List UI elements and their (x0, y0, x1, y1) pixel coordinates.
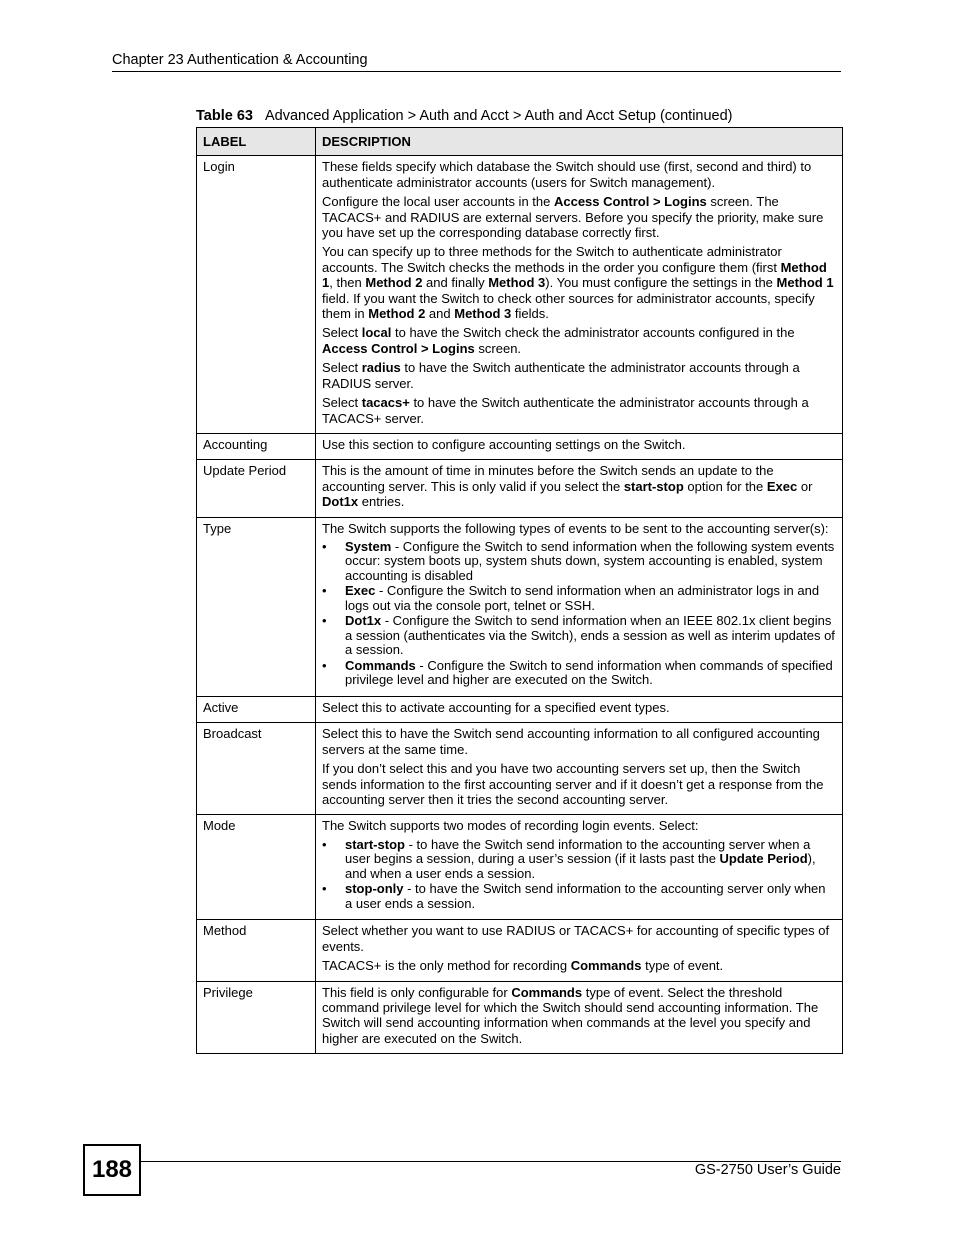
bold-text: Exec (345, 583, 376, 599)
text-run: These fields specify which database the Switch should use (first, second and third) to authenticate administrator accounts (users for Switch management). (322, 159, 812, 190)
text-run: You can specify up to three methods for the Switch to authenticate administrator accounts. The Switch checks the methods in the order you configure them (first (322, 244, 782, 275)
bold-text: Method 1 (322, 259, 827, 291)
row-label: Accounting (197, 433, 316, 459)
bold-text: Commands (345, 657, 416, 673)
bold-text: Dot1x (322, 494, 359, 510)
bold-text: Update Period (719, 851, 808, 867)
text-run: ), and when a user ends a session. (345, 851, 816, 881)
guide-title: GS-2750 User’s Guide (694, 1162, 841, 1178)
row-description (316, 517, 843, 696)
text-run: type of event. (641, 958, 724, 974)
table-row (197, 517, 843, 696)
text-run: and finally (422, 275, 489, 291)
bold-text: Exec (766, 478, 798, 494)
bullet-item (322, 882, 836, 911)
description-paragraph (322, 521, 836, 536)
text-run: screen. The TACACS+ and RADIUS are external servers. Before you specify the priority, make sure you have set up the corresponding database correctly first. (322, 194, 824, 241)
bullet-item (322, 659, 836, 688)
text-run: The Switch supports two modes of recording login events. Select: (322, 818, 699, 834)
table-row (197, 156, 843, 434)
row-description (316, 156, 843, 434)
settings-table (196, 127, 843, 1054)
row-label: Active (197, 696, 316, 722)
bold-text: local (361, 325, 392, 341)
description-paragraph (322, 700, 836, 715)
text-run: type of event. Select the threshold command privilege level for which the Switch should send accounting information. The Switch will send accounting information when commands at the level you specify and higher are executed on the Switch. (322, 984, 819, 1046)
bullet-icon: • (322, 836, 327, 852)
row-description (316, 433, 843, 459)
bold-text: Method 3 (454, 306, 512, 322)
row-description (316, 696, 843, 722)
text-run: Use this section to configure accounting settings on the Switch. (322, 436, 686, 452)
text-run: Select this to activate accounting for a specified event types. (322, 699, 670, 715)
description-paragraph (322, 360, 836, 391)
text-run: and (425, 306, 455, 322)
text-run: - to have the Switch send information to the accounting server only when a user ends a session. (345, 881, 826, 911)
bold-text: radius (361, 360, 401, 376)
bullet-item (322, 540, 836, 584)
text-run: Select this to have the Switch send accounting information to all configured accounting servers at the same time. (322, 726, 820, 757)
description-paragraph (322, 985, 836, 1047)
table-row (197, 433, 843, 459)
text-run: fields. (511, 306, 549, 322)
text-run: If you don’t select this and you have two accounting servers set up, then the Switch sends information to the first accounting server and if it doesn’t get a response from the accounting server then it tries the second accounting server. (322, 761, 824, 807)
text-run: Select (322, 360, 362, 376)
row-description (316, 815, 843, 920)
description-paragraph (322, 463, 836, 509)
description-paragraph (322, 325, 836, 356)
table-title: Advanced Application > Auth and Acct > Auth and Acct Setup (continued) (264, 108, 733, 124)
text-run: option for the (683, 478, 767, 494)
bullet-list (322, 540, 836, 688)
text-run: entries. (358, 494, 405, 510)
text-run: , then (329, 275, 366, 291)
text-run: - to have the Switch send information to the accounting server when a user begins a session, during a user’s session (if it lasts past the (345, 836, 811, 867)
row-description (316, 920, 843, 981)
text-run: - Configure the Switch to send information when the following system events occur: system boots up, system shuts down, system accounting is enabled, system accounting is disabled (345, 538, 835, 583)
table-row (197, 981, 843, 1054)
row-label: Broadcast (197, 723, 316, 815)
text-run: - Configure the Switch to send information when an IEEE 802.1x client begins a session (authenticates via the Switch), ends a session as well as interim updates of a session. (345, 613, 835, 658)
bold-text: System (345, 538, 392, 554)
description-paragraph (322, 818, 836, 833)
description-paragraph (322, 923, 836, 954)
bullet-item (322, 584, 836, 613)
text-run: Configure the local user accounts in the (322, 194, 554, 210)
table-row (197, 815, 843, 920)
row-label: Type (197, 517, 316, 696)
bold-text: start-stop (623, 478, 684, 494)
bullet-icon: • (322, 657, 327, 673)
text-run: Select (322, 395, 362, 411)
bullet-icon: • (322, 881, 327, 897)
row-description (316, 723, 843, 815)
table-row (197, 696, 843, 722)
description-paragraph (322, 958, 836, 973)
bullet-item (322, 614, 836, 658)
description-paragraph (322, 761, 836, 807)
bold-text: Method 3 (488, 275, 546, 291)
text-run: to have the Switch authenticate the administrator accounts through a RADIUS server. (322, 360, 800, 391)
text-run: to have the Switch check the administrator accounts configured in the (391, 325, 795, 341)
row-label: Update Period (197, 460, 316, 517)
bullet-icon: • (322, 613, 327, 629)
table-number: Table 63 (196, 108, 253, 124)
bold-text: Access Control > Logins (322, 340, 475, 356)
bold-text: Commands (570, 958, 642, 974)
table-body (197, 156, 843, 1054)
text-run: to have the Switch authenticate the administrator accounts through a TACACS+ server. (322, 395, 809, 426)
bold-text: Method 2 (365, 275, 423, 291)
bold-text: stop-only (345, 881, 404, 897)
bullet-list (322, 838, 836, 912)
column-header-label: LABEL (197, 128, 316, 156)
description-paragraph (322, 395, 836, 426)
row-label: Privilege (197, 981, 316, 1054)
description-paragraph (322, 244, 836, 321)
row-label: Mode (197, 815, 316, 920)
description-paragraph (322, 437, 836, 452)
chapter-header: Chapter 23 Authentication & Accounting (112, 52, 841, 72)
row-label: Login (197, 156, 316, 434)
bullet-icon: • (322, 538, 327, 554)
text-run: This is the amount of time in minutes before the Switch sends an update to the accounting server. This is only valid if you select the (322, 463, 774, 494)
column-header-description: DESCRIPTION (316, 128, 843, 156)
text-run: screen. (474, 340, 522, 356)
table-row (197, 460, 843, 517)
page-number: 188 (83, 1144, 141, 1196)
text-run: - Configure the Switch to send information when an administrator logs in and logs out via the console port, telnet or SSH. (345, 583, 820, 613)
description-paragraph (322, 194, 836, 240)
text-run: Select (322, 325, 362, 341)
text-run: The Switch supports the following types of events to be sent to the accounting server(s): (322, 520, 829, 536)
text-run: ). You must configure the settings in the (545, 275, 777, 291)
text-run: TACACS+ is the only method for recording (322, 958, 571, 974)
bold-text: start-stop (345, 836, 405, 852)
description-paragraph (322, 726, 836, 757)
description-paragraph (322, 159, 836, 190)
table-header-row (197, 128, 843, 156)
bullet-item (322, 838, 836, 882)
table-caption (196, 108, 842, 124)
text-run: or (797, 478, 813, 494)
text-run: - Configure the Switch to send information when commands of specified privilege level and higher are executed on the Switch. (345, 657, 833, 688)
table-row (197, 920, 843, 981)
bold-text: tacacs+ (361, 395, 410, 411)
row-description (316, 981, 843, 1054)
row-description (316, 460, 843, 517)
bullet-icon: • (322, 583, 327, 599)
bold-text: Method 2 (368, 306, 426, 322)
row-label: Method (197, 920, 316, 981)
bold-text: Access Control > Logins (553, 194, 707, 210)
table-row (197, 723, 843, 815)
bold-text: Commands (511, 984, 583, 1000)
text-run: Select whether you want to use RADIUS or TACACS+ for accounting of specific types of events. (322, 923, 830, 954)
text-run: This field is only configurable for (322, 984, 512, 1000)
bold-text: Method 1 (776, 275, 834, 291)
bold-text: Dot1x (345, 613, 382, 629)
text-run: field. If you want the Switch to check other sources for administrator accounts, specify them in (322, 290, 815, 322)
